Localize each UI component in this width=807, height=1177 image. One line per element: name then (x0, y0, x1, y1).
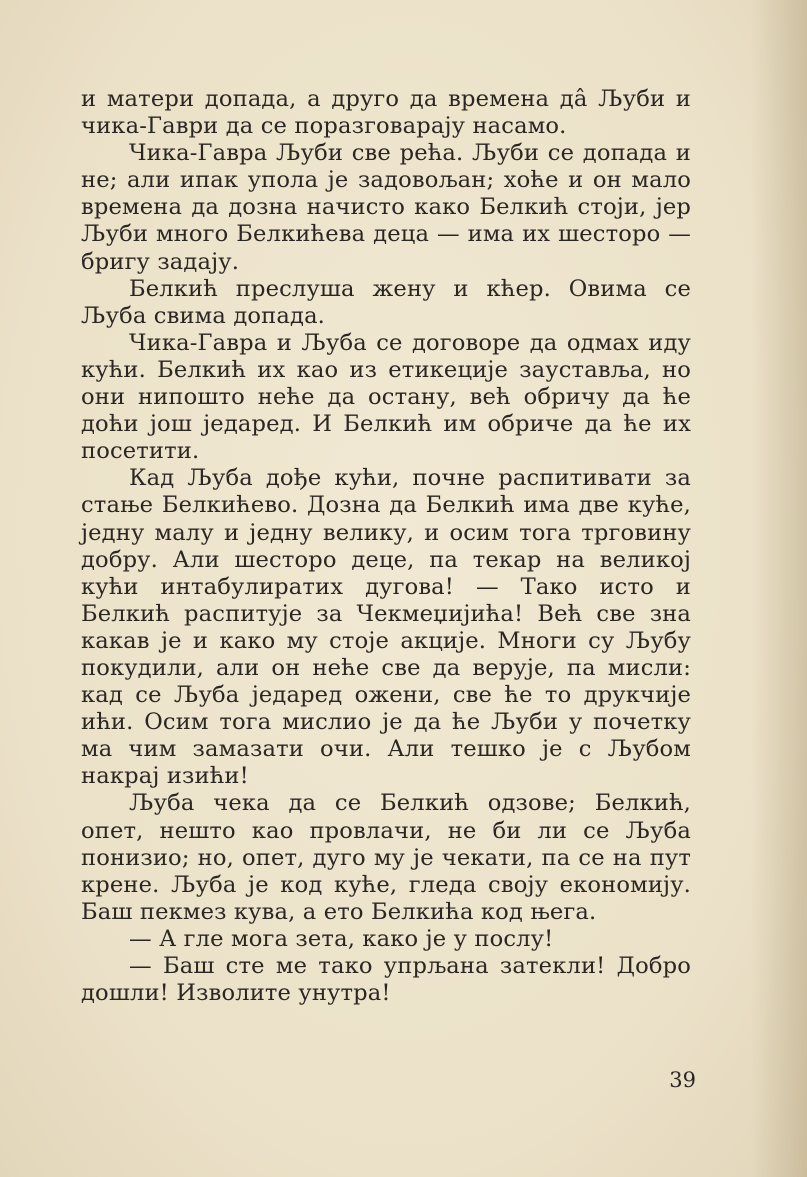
paragraph-4: Чика-Гавра и Љуба се договоре да одмах иду кући. Белкић их као из етикеције зауставља, но они нипошто неће да остану, већ обричу да ће доћи још једаред. И Белкић им обриче да ће их посетити. (81, 329, 691, 465)
page-number: 39 (669, 1068, 696, 1092)
dialogue-line-2: — Баш сте ме тако упрљана затекли! Добро дошли! Изволите унутра! (81, 953, 691, 1007)
paragraph-3: Белкић преслуша жену и кћер. Овима се Љуба свима допада. (81, 275, 691, 329)
paragraph-5: Кад Љуба дође кући, почне распитивати за стање Белкићево. Дозна да Белкић има две куће, једну малу и једну велику, и осим тога трговину добру. Али шесторо деце, па текар на великој кући интабулиратих дугова! — Тако исто и Белкић распитује за Чекмеџијића! Већ све зна какав је и како му стоје акције. Многи су Љубу покудили, али он неће све да верује, па мисли: кад се Љуба једаред ожени, све ће то друкчије ићи. Осим тога мислио је да ће Љуби у почетку ма чим замазати очи. Али тешко је с Љубом накрај изићи! (81, 465, 691, 790)
paragraph-6: Љуба чека да се Белкић одзове; Белкић, опет, нешто као провлачи, не би ли се Љуба понизио; но, опет, дуго му је чекати, па се на пут крене. Љуба је код куће, гледа своју економију. Баш пекмез кува, а ето Белкића код њега. (81, 790, 691, 925)
paragraph-1: и матери допада, а друго да времена дâ Љуби и чика-Гаври да се поразговарају насамо. (81, 86, 692, 140)
paragraph-2: Чика-Гавра Љуби све рећа. Љуби се допада и не; али ипак упола је задовољан; хоће и он мало времена да дозна начисто како Белкић стоји, јер Љуби много Белкићева деца — има их шесторо — бригу задају. (81, 140, 691, 275)
body-text (81, 86, 691, 1007)
dialogue-line-1: — А гле мога зета, како је у послу! (129, 925, 554, 952)
